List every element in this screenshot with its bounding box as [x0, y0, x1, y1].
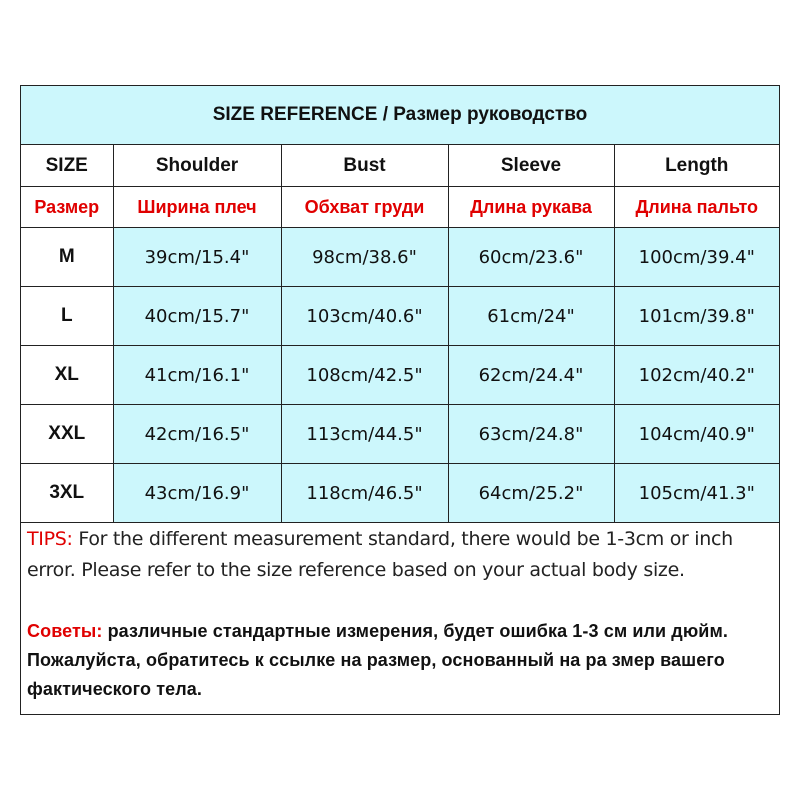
- bust-cell: 108cm/42.5": [281, 346, 448, 405]
- header-row-en: [21, 145, 779, 187]
- bust-cell: 103cm/40.6": [281, 287, 448, 346]
- size-cell: XXL: [21, 405, 113, 464]
- sleeve-cell: 63cm/24.8": [448, 405, 614, 464]
- table-row: [21, 405, 779, 464]
- length-cell: 105cm/41.3": [614, 464, 779, 523]
- shoulder-cell: 41cm/16.1": [113, 346, 281, 405]
- length-cell: 104cm/40.9": [614, 405, 779, 464]
- size-table: [21, 86, 779, 523]
- header-bust: Bust: [281, 145, 448, 187]
- length-cell: 101cm/39.8": [614, 287, 779, 346]
- bust-cell: 113cm/44.5": [281, 405, 448, 464]
- table-row: [21, 228, 779, 287]
- tips-ru: [27, 617, 775, 704]
- size-cell: M: [21, 228, 113, 287]
- shoulder-cell: 43cm/16.9": [113, 464, 281, 523]
- sleeve-cell: 64cm/25.2": [448, 464, 614, 523]
- header-sleeve: Sleeve: [448, 145, 614, 187]
- size-cell: L: [21, 287, 113, 346]
- header-size: SIZE: [21, 145, 113, 187]
- shoulder-cell: 40cm/15.7": [113, 287, 281, 346]
- tips-en: [27, 524, 775, 586]
- header-shoulder-ru: Ширина плеч: [113, 187, 281, 228]
- tips-text: For the different measurement standard, there would be 1-3cm or inch error. Please refer to the size reference based on your actual body size.: [27, 528, 733, 581]
- size-chart: [20, 85, 780, 715]
- header-shoulder: Shoulder: [113, 145, 281, 187]
- size-cell: XL: [21, 346, 113, 405]
- tips-label: TIPS:: [27, 528, 73, 550]
- shoulder-cell: 39cm/15.4": [113, 228, 281, 287]
- shoulder-cell: 42cm/16.5": [113, 405, 281, 464]
- length-cell: 100cm/39.4": [614, 228, 779, 287]
- bust-cell: 98cm/38.6": [281, 228, 448, 287]
- table-row: [21, 346, 779, 405]
- table-title: SIZE REFERENCE / Размер руководство: [21, 86, 779, 145]
- sleeve-cell: 62cm/24.4": [448, 346, 614, 405]
- header-row-ru: [21, 187, 779, 228]
- header-bust-ru: Обхват груди: [281, 187, 448, 228]
- header-size-ru: Размер: [21, 187, 113, 228]
- tips-ru-label: Советы:: [27, 621, 103, 641]
- tips-ru-text: различные стандартные измерения, будет ошибка 1-3 см или дюйм. Пожалуйста, обратитесь к ссылке на размер, основанный на ра змер вашего фактического тела.: [27, 621, 728, 699]
- header-length-ru: Длина пальто: [614, 187, 779, 228]
- sleeve-cell: 61cm/24": [448, 287, 614, 346]
- table-row: [21, 464, 779, 523]
- header-sleeve-ru: Длина рукава: [448, 187, 614, 228]
- table-row: [21, 287, 779, 346]
- header-length: Length: [614, 145, 779, 187]
- sleeve-cell: 60cm/23.6": [448, 228, 614, 287]
- bust-cell: 118cm/46.5": [281, 464, 448, 523]
- length-cell: 102cm/40.2": [614, 346, 779, 405]
- size-cell: 3XL: [21, 464, 113, 523]
